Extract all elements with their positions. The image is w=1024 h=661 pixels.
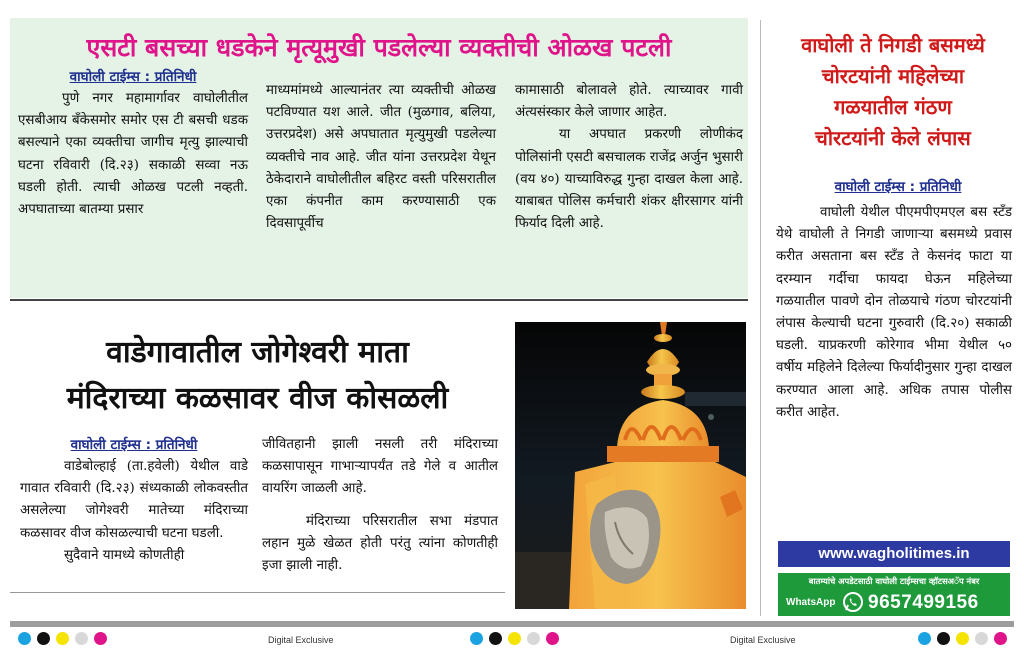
footer-label: Digital Exclusive xyxy=(730,635,796,645)
registration-dot xyxy=(37,632,50,645)
headline-line: गळयातील गंठण xyxy=(834,95,952,119)
section-divider xyxy=(10,592,505,593)
website-banner[interactable]: www.wagholitimes.in xyxy=(778,541,1010,567)
whatsapp-number: 9657499156 xyxy=(868,592,979,613)
paragraph: माध्यमांमध्ये आल्यानंतर त्या व्यक्तीची ओळख पटविण्यात यश आले. जीत (मुळगाव, बलिया, उत्तरप्रदेश) असे अपघातात मृत्युमुखी पडलेल्या व्यक्तीचे नाव आहे. जीत यांना उत्तरप्रदेश येथून ठेकेदाराने वाघोलीतील बहिरट वस्ती परिसरातील एका कंपनीत काम करण्यासाठी एक दिवसापूर्वीच xyxy=(266,83,496,232)
story-column-1 xyxy=(18,66,248,221)
registration-dot xyxy=(937,632,950,645)
paragraph: जीवितहानी झाली नसली तरी मंदिराच्या कळसापासून गाभाऱ्यापर्यंत तडे गेले व आतील वायरिंग जाळली आहे. xyxy=(262,437,498,497)
paragraph: वाघोली येथील पीएमपीएमएल बस स्टँड येथे वाघोली ते निगडी जाणाऱ्या बसमध्ये प्रवास करीत असताना बस स्टँड ते केसनंद फाटा या दरम्यान गर्दीचा फायदा घेऊन महिलेच्या गळयातील पावणे दोन तोळयाचे गंठण चोरटयांनी लंपास केल्याची घटना गुरुवारी (दि.२०) सकाळी घडली. याप्रकरणी कोरेगाव भीमा येथील ५० वर्षीय महिलेने दिलेल्या फिर्यादीनुसार गुन्हा दाखल करण्यात आला आहे. अधिक तपास पोलीस करीत आहेत. xyxy=(776,205,1012,420)
story-column xyxy=(776,202,1012,424)
column-divider xyxy=(760,20,761,616)
whatsapp-label: WhatsApp xyxy=(786,597,836,608)
registration-dot xyxy=(508,632,521,645)
whatsapp-box[interactable] xyxy=(778,573,1010,616)
paragraph: मंदिराच्या परिसरातील सभा मंडपात लहान मुळे खेळत होती परंतु त्यांना कोणतीही इजा झाली नाही. xyxy=(262,513,498,574)
paragraph: कामासाठी बोलावले होते. त्याच्यावर गावी अंत्यसंस्कार केले जाणार आहेत. xyxy=(515,83,743,121)
paragraph: या अपघात प्रकरणी लोणीकंद पोलिसांनी एसटी बसचालक राजेंद्र अर्जुन भुसारी (वय ४०) याच्याविरुद्ध गुन्हा दाखल केला आहे. याबाबत पोलिस कर्मचारी शंकर क्षीरसागर यांनी फिर्याद दिली आहे. xyxy=(515,127,743,232)
registration-dot xyxy=(18,632,31,645)
byline-wrapper xyxy=(780,176,1016,198)
story-column-2 xyxy=(266,80,496,235)
headline-line: मंदिराच्या कळसावर वीज कोसळली xyxy=(66,381,449,416)
headline-line: वाघोली ते निगडी बसमध्ये xyxy=(801,33,985,57)
story-headline-lightning xyxy=(10,330,505,422)
byline: वाघोली टाईम्स : प्रतिनिधी xyxy=(834,179,962,195)
color-registration-dots xyxy=(918,632,1007,645)
byline: वाघोली टाईम्स : प्रतिनिधी xyxy=(69,69,197,85)
footer-label: Digital Exclusive xyxy=(268,635,334,645)
paragraph: पुणे नगर महामार्गावर वाघोलीतील एसबीआय बँकेसमोर समोर एस टी बसची धडक बसल्याने एका व्यक्तीचा जागीच मृत्यु झाल्याची घटना रविवारी (दि.२३) सकाळी सव्वा नऊ घडली होती. त्याची ओळख पटली नव्हती. अपघाताच्या बातम्या प्रसार xyxy=(18,91,248,218)
whatsapp-note: बातम्यांचे अपडेटसाठी वाघोली टाईम्सचा व्हॉटसअॅप नंबर xyxy=(808,576,980,586)
headline-line: चोरटयांनी महिलेच्या xyxy=(821,64,965,88)
registration-dot xyxy=(527,632,540,645)
color-registration-dots xyxy=(470,632,559,645)
registration-dot xyxy=(994,632,1007,645)
registration-dot xyxy=(75,632,88,645)
story-column-1 xyxy=(20,434,248,567)
color-registration-dots xyxy=(18,632,107,645)
paragraph: वाडेबोल्हाई (ता.हवेली) येथील वाडे गावात रविवारी (दि.२३) संध्यकाळी लोकवस्तीत असलेल्या जोगेश्वरी मातेच्या मंदिराच्या कळसावर वीज कोसळल्याची घटना घडली. xyxy=(20,459,248,541)
registration-dot xyxy=(956,632,969,645)
headline-line: चोरटयांनी केले लंपास xyxy=(815,126,971,150)
registration-dot xyxy=(94,632,107,645)
footer-bar xyxy=(10,621,1014,627)
story-column-2 xyxy=(262,434,498,577)
section-divider xyxy=(10,299,748,301)
registration-dot xyxy=(546,632,559,645)
whatsapp-icon xyxy=(842,591,864,617)
temple-spire-photo xyxy=(515,322,746,609)
registration-dot xyxy=(489,632,502,645)
headline-line: वाडेगावातील जोगेश्वरी माता xyxy=(106,335,409,370)
registration-dot xyxy=(918,632,931,645)
registration-dot xyxy=(975,632,988,645)
paragraph: सुदैवाने यामध्ये कोणतीही xyxy=(64,547,185,563)
temple-spire-illustration xyxy=(515,322,746,609)
story-column-3 xyxy=(515,80,743,235)
registration-dot xyxy=(56,632,69,645)
story-headline-theft xyxy=(770,30,1016,154)
registration-dot xyxy=(470,632,483,645)
byline: वाघोली टाईम्स : प्रतिनिधी xyxy=(70,437,198,453)
story-headline: एसटी बसच्या धडकेने मृत्यूमुखी पडलेल्या व्यक्तीची ओळख पटली xyxy=(86,33,672,62)
